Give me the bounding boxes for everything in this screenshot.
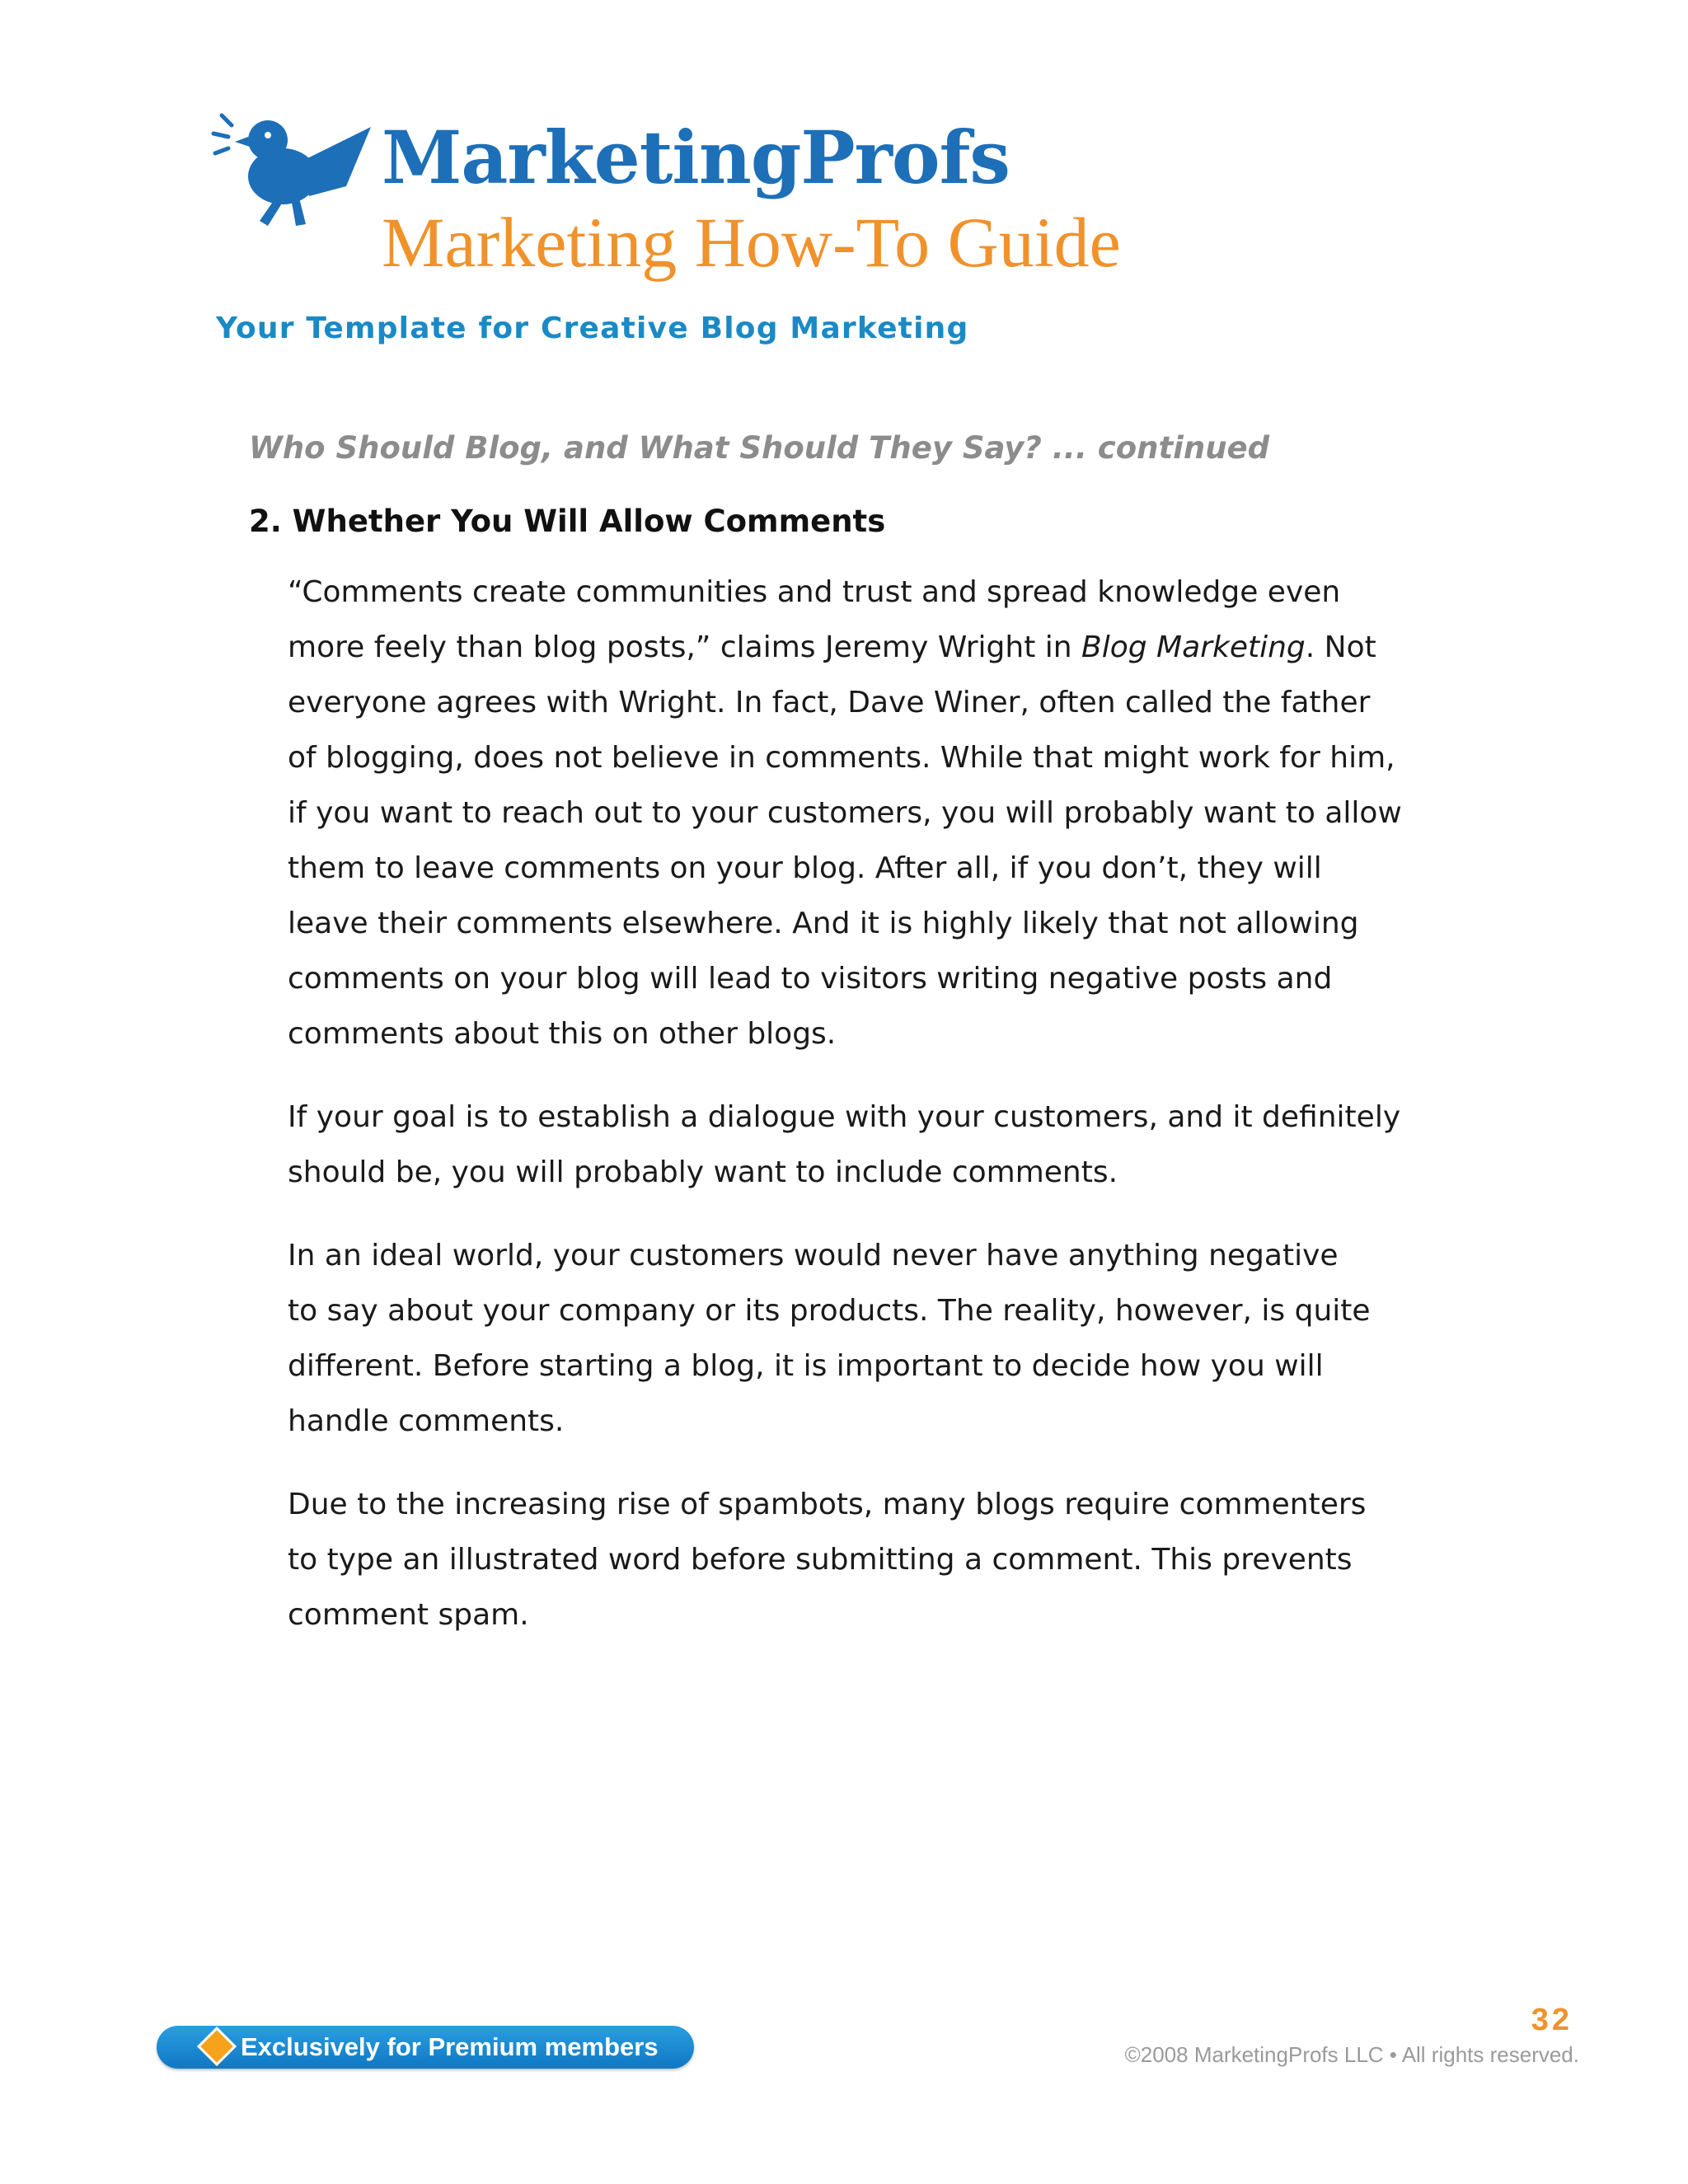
paragraph bbox=[288, 565, 1458, 1062]
paragraph: In an ideal world, your customers would never have anything negative to say about your company or its products. The reality, however, is quite different. Before starting a blog, it is important to decide how you will handle comments. bbox=[288, 1239, 1371, 1438]
document-title: Your Template for Creative Blog Marketing bbox=[216, 312, 969, 345]
premium-members-label: Exclusively for Premium members bbox=[241, 2032, 659, 2061]
section-subheading: 2. Whether You Will Allow Comments bbox=[249, 504, 886, 539]
paragraph-text: “Comments create communities and trust and spread knowledge even more feely than blog posts,” claims Jeremy Wright in bbox=[288, 575, 1341, 664]
body-text bbox=[288, 565, 1458, 1671]
brand-name: MarketingProfs bbox=[382, 115, 1010, 200]
copyright-notice: ©2008 MarketingProfs LLC • All rights reserved. bbox=[1124, 2042, 1579, 2067]
section-continued-heading: Who Should Blog, and What Should They Say? ... continued bbox=[249, 430, 1270, 466]
bird-logo-icon bbox=[210, 104, 375, 227]
paragraph: If your goal is to establish a dialogue with your customers, and it definitely should be, you will probably want to include comments. bbox=[288, 1100, 1401, 1189]
guide-title: Marketing How-To Guide bbox=[382, 203, 1121, 282]
page-number: 32 bbox=[1531, 2003, 1573, 2037]
book-title: Blog Marketing bbox=[1081, 630, 1306, 664]
paragraph-text: . Not everyone agrees with Wright. In fact, Dave Winer, often called the father of blogging, does not believe in comments. While that might work for him, if you want to reach out to your customers, you will probably want to allow them to leave comments on your blog. After all, if you don’t, they will leave their comments elsewhere. And it is highly likely that not allowing comments on your blog will lead to visitors writing negative posts and comments about this on other blogs. bbox=[288, 630, 1402, 1051]
paragraph: Due to the increasing rise of spambots, many blogs require commenters to type an illustrated word before submitting a comment. This prevents comment spam. bbox=[288, 1488, 1367, 1632]
